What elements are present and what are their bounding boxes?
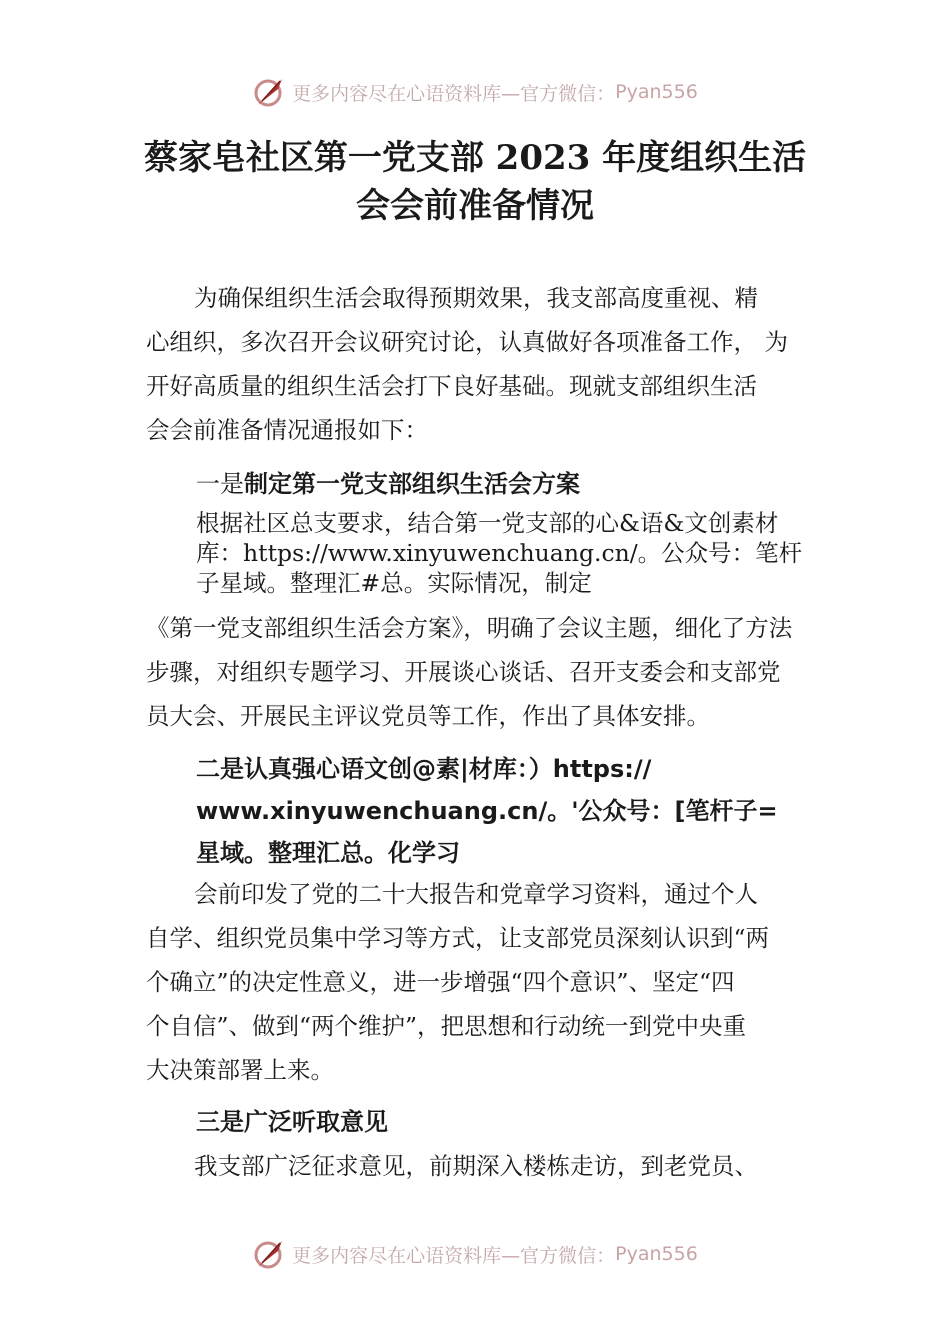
banner-wechat-id: Pyan556 — [615, 81, 698, 103]
section-3-body — [146, 1144, 826, 1188]
section-1-tight-line-1: 根据社区总支要求，结合第一党支部的心&语&文创素材 — [196, 509, 779, 537]
banner-text: 更多内容尽在心语资料库—官方微信： — [292, 1244, 616, 1267]
section-2-body-line-3: 个确立”的决定性意义，进一步增强“四个意识”、坚定“四 — [146, 968, 735, 996]
banner-text: 更多内容尽在心语资料库—官方微信： — [292, 82, 616, 105]
section-1-body-line-2: 步骤，对组织专题学习、开展谈心谈话、召开支委会和支部党 — [146, 658, 781, 686]
section-1-body-line-1: 《第一党支部组织生活会方案》，明确了会议主题，细化了方法 — [146, 614, 793, 642]
section-2-heading-line-3: 星域。整理汇总。化学习 — [196, 839, 460, 867]
section-2-body-line-4: 个自信”、做到“两个维护”，把思想和行动统一到党中央重 — [146, 1012, 747, 1040]
section-2-heading-line-1: 二是认真强心语文创@素|材库：）https:// — [196, 755, 652, 783]
header-watermark-banner — [0, 72, 950, 112]
quill-seal-icon — [252, 1237, 286, 1271]
intro-line-4: 会会前准备情况通报如下： — [146, 416, 428, 444]
banner-wechat-id: Pyan556 — [615, 1243, 698, 1265]
section-2-body-line-5: 大决策部署上来。 — [146, 1056, 334, 1084]
section-3-heading — [196, 1102, 388, 1137]
section-2-body — [146, 872, 826, 1092]
section-3-body-line-1: 我支部广泛征求意见，前期深入楼栋走访，到老党员、 — [194, 1152, 758, 1180]
section-2-body-line-1: 会前印发了党的二十大报告和党章学习资料，通过个人 — [194, 880, 758, 908]
section-1-prefix: 一是 — [196, 470, 244, 498]
section-1-body-line-3: 员大会、开展民主评议党员等工作，作出了具体安排。 — [146, 702, 710, 730]
section-1-body — [146, 606, 826, 738]
intro-line-3: 开好高质量的组织生活会打下良好基础。现就支部组织生活 — [146, 372, 757, 400]
section-1-title: 制定第一党支部组织生活会方案 — [244, 470, 580, 498]
intro-paragraph — [146, 276, 826, 452]
section-1-tight-paragraph — [196, 508, 826, 598]
section-3-title: 三是广泛听取意见 — [196, 1108, 388, 1136]
section-2-heading — [196, 748, 836, 874]
section-1-tight-line-2: 库：https://www.xinyuwenchuang.cn/。公众号：笔杆 — [196, 539, 803, 567]
quill-seal-icon — [252, 75, 286, 109]
section-2-body-line-2: 自学、组织党员集中学习等方式，让支部党员深刻认识到“两 — [146, 924, 770, 952]
title-line-2: 会会前准备情况 — [356, 186, 594, 226]
intro-line-1: 为确保组织生活会取得预期效果，我支部高度重视、精 — [194, 284, 758, 312]
section-1-tight-line-3: 子星域。整理汇#总。实际情况，制定 — [196, 569, 592, 597]
section-2-heading-line-2: www.xinyuwenchuang.cn/。'公众号：[笔杆子= — [196, 797, 778, 825]
footer-watermark-banner — [0, 1234, 950, 1274]
intro-line-2: 心组织，多次召开会议研究讨论，认真做好各项准备工作， 为 — [146, 328, 788, 356]
document-title — [60, 134, 890, 230]
section-1-heading — [196, 464, 580, 499]
title-line-1: 蔡家皂社区第一党支部 2023 年度组织生活 — [143, 138, 807, 178]
